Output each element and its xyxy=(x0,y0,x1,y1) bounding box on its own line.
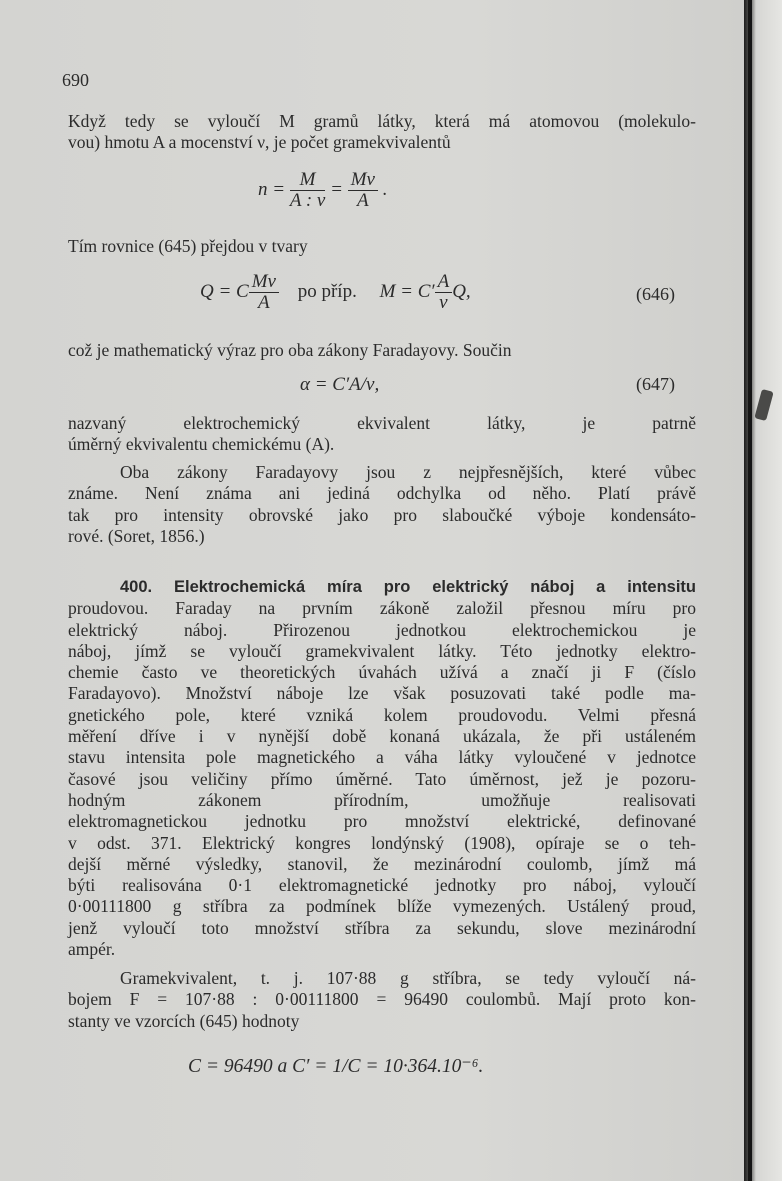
text-line: bojem F = 107·88 : 0·00111800 = 96490 coulombů. Mají proto kon- xyxy=(68,989,696,1010)
text-line: elektrický náboj. Přirozenou jednotkou elektrochemickou je xyxy=(68,619,696,640)
text-line: Gramekvivalent, t. j. 107·88 g stříbra, se tedy vyloučí ná- xyxy=(120,968,696,988)
denominator: A xyxy=(258,292,270,313)
equation-number: (647) xyxy=(636,374,675,394)
numerator: M xyxy=(290,170,326,191)
text-line: vou) hmotu A a mocenství ν, je počet gramekvivalentů xyxy=(68,132,451,153)
paragraph-laws xyxy=(68,462,696,547)
numerator: Mν xyxy=(249,272,279,293)
text-line: Tím rovnice (645) přejdou v tvary xyxy=(68,236,308,256)
text-line: Faradayovo). Množství náboje lze však posuzovati také podle ma- xyxy=(68,683,696,704)
equals: = xyxy=(330,178,343,200)
text-line: Oba zákony Faradayovy jsou z nejpřesnějších, které vůbec xyxy=(120,462,696,482)
text-line: chemie často ve theoretických úvahách užívá a značí ji F (číslo xyxy=(68,662,696,683)
page-number: 690 xyxy=(62,70,89,90)
numerator: Mν xyxy=(348,170,378,191)
text-line: býti realisována 0·1 elektromagnetické jednotky pro náboj, vyloučí xyxy=(68,875,696,896)
eq-part: Q, xyxy=(452,280,471,302)
text-line: což je mathematický výraz pro oba zákony Faradayovy. Součin xyxy=(68,340,512,360)
text-line: stavu intensita pole magnetického a váha látky vyloučené v jednotce xyxy=(68,747,696,768)
eq-lhs: n = xyxy=(258,178,286,200)
text-line: gnetického pole, které vzniká kolem proudovodu. Velmi přesná xyxy=(68,704,696,725)
text-line: dejší měrné výsledky, stanovil, že mezinárodní coulomb, jímž má xyxy=(68,853,696,874)
fraction xyxy=(249,272,279,313)
paragraph-intro xyxy=(68,111,696,154)
text-line: v odst. 371. Elektrický kongres londýnský (1908), opíraje se o teh- xyxy=(68,832,696,853)
text-line: proudovou. Faraday na prvním zákoně založil přesnou míru pro xyxy=(68,598,696,619)
denominator: ν xyxy=(439,292,448,313)
section-heading xyxy=(68,576,696,598)
equation-n xyxy=(258,170,387,211)
text-line: měření dříve i v nynější době konaná ukázala, že při ustáleném xyxy=(68,726,696,747)
paragraph-product xyxy=(68,340,696,361)
paragraph-equivalent xyxy=(68,413,696,456)
eq-part: M = C′ xyxy=(379,280,435,302)
fraction xyxy=(290,170,326,211)
denominator: A : ν xyxy=(289,190,326,211)
text-line: ampér. xyxy=(68,939,116,960)
eq-part: Q = C xyxy=(200,280,249,302)
eq-conjunction: po příp. xyxy=(297,280,357,302)
heading-text: 400. Elektrochemická míra pro elektrický náboj a intensitu xyxy=(120,578,696,596)
text-line: rové. (Soret, 1856.) xyxy=(68,525,205,546)
text-line: jenž vyloučí toto množství stříbra za sekundu, slove mezinárodní xyxy=(68,917,696,938)
text-line: časové jsou veličiny přímo úměrné. Tato úměrnost, jež je pozoru- xyxy=(68,768,696,789)
equation-646 xyxy=(200,272,471,313)
denominator: A xyxy=(357,190,369,211)
section-400 xyxy=(68,576,696,960)
numerator: A xyxy=(435,272,453,293)
fraction xyxy=(435,272,453,313)
text-line: známe. Není známa ani jediná odchylka od něho. Platí právě xyxy=(68,483,696,504)
text-line: úměrný ekvivalentu chemickému (A). xyxy=(68,434,335,455)
binding-strip xyxy=(748,0,752,1181)
text-line: hodným zákonem přírodním, umožňuje realisovati xyxy=(68,789,696,810)
text-line: nazvaný elektrochemický ekvivalent látky, je patrně xyxy=(68,413,696,433)
fraction xyxy=(348,170,378,211)
page-edge-shadow xyxy=(744,0,782,1181)
text-line: stanty ve vzorcích (645) hodnoty xyxy=(68,1010,300,1031)
text-line: elektromagnetickou jednotku pro množství elektrické, definované xyxy=(68,811,696,832)
text-line: Když tedy se vyloučí M gramů látky, která má atomovou (molekulo- xyxy=(68,111,696,131)
equation-constants: C = 96490 a C′ = 1/C = 10·364.10⁻⁶. xyxy=(188,1056,484,1077)
paragraph-constants xyxy=(68,968,696,1032)
equation-647: α = C′A/ν, xyxy=(300,374,380,395)
text-line: 0·00111800 g stříbra za podmínek blíže vymezených. Ustálený proud, xyxy=(68,896,696,917)
paragraph-transition xyxy=(68,236,696,257)
equation-number: (646) xyxy=(636,284,675,304)
period: . xyxy=(382,178,388,200)
text-line: tak pro intensity obrovské jako pro slaboučké výboje kondensáto- xyxy=(68,504,696,525)
text-line: náboj, jímž se vyloučí gramekvivalent látky. Této jednotky elektro- xyxy=(68,640,696,661)
